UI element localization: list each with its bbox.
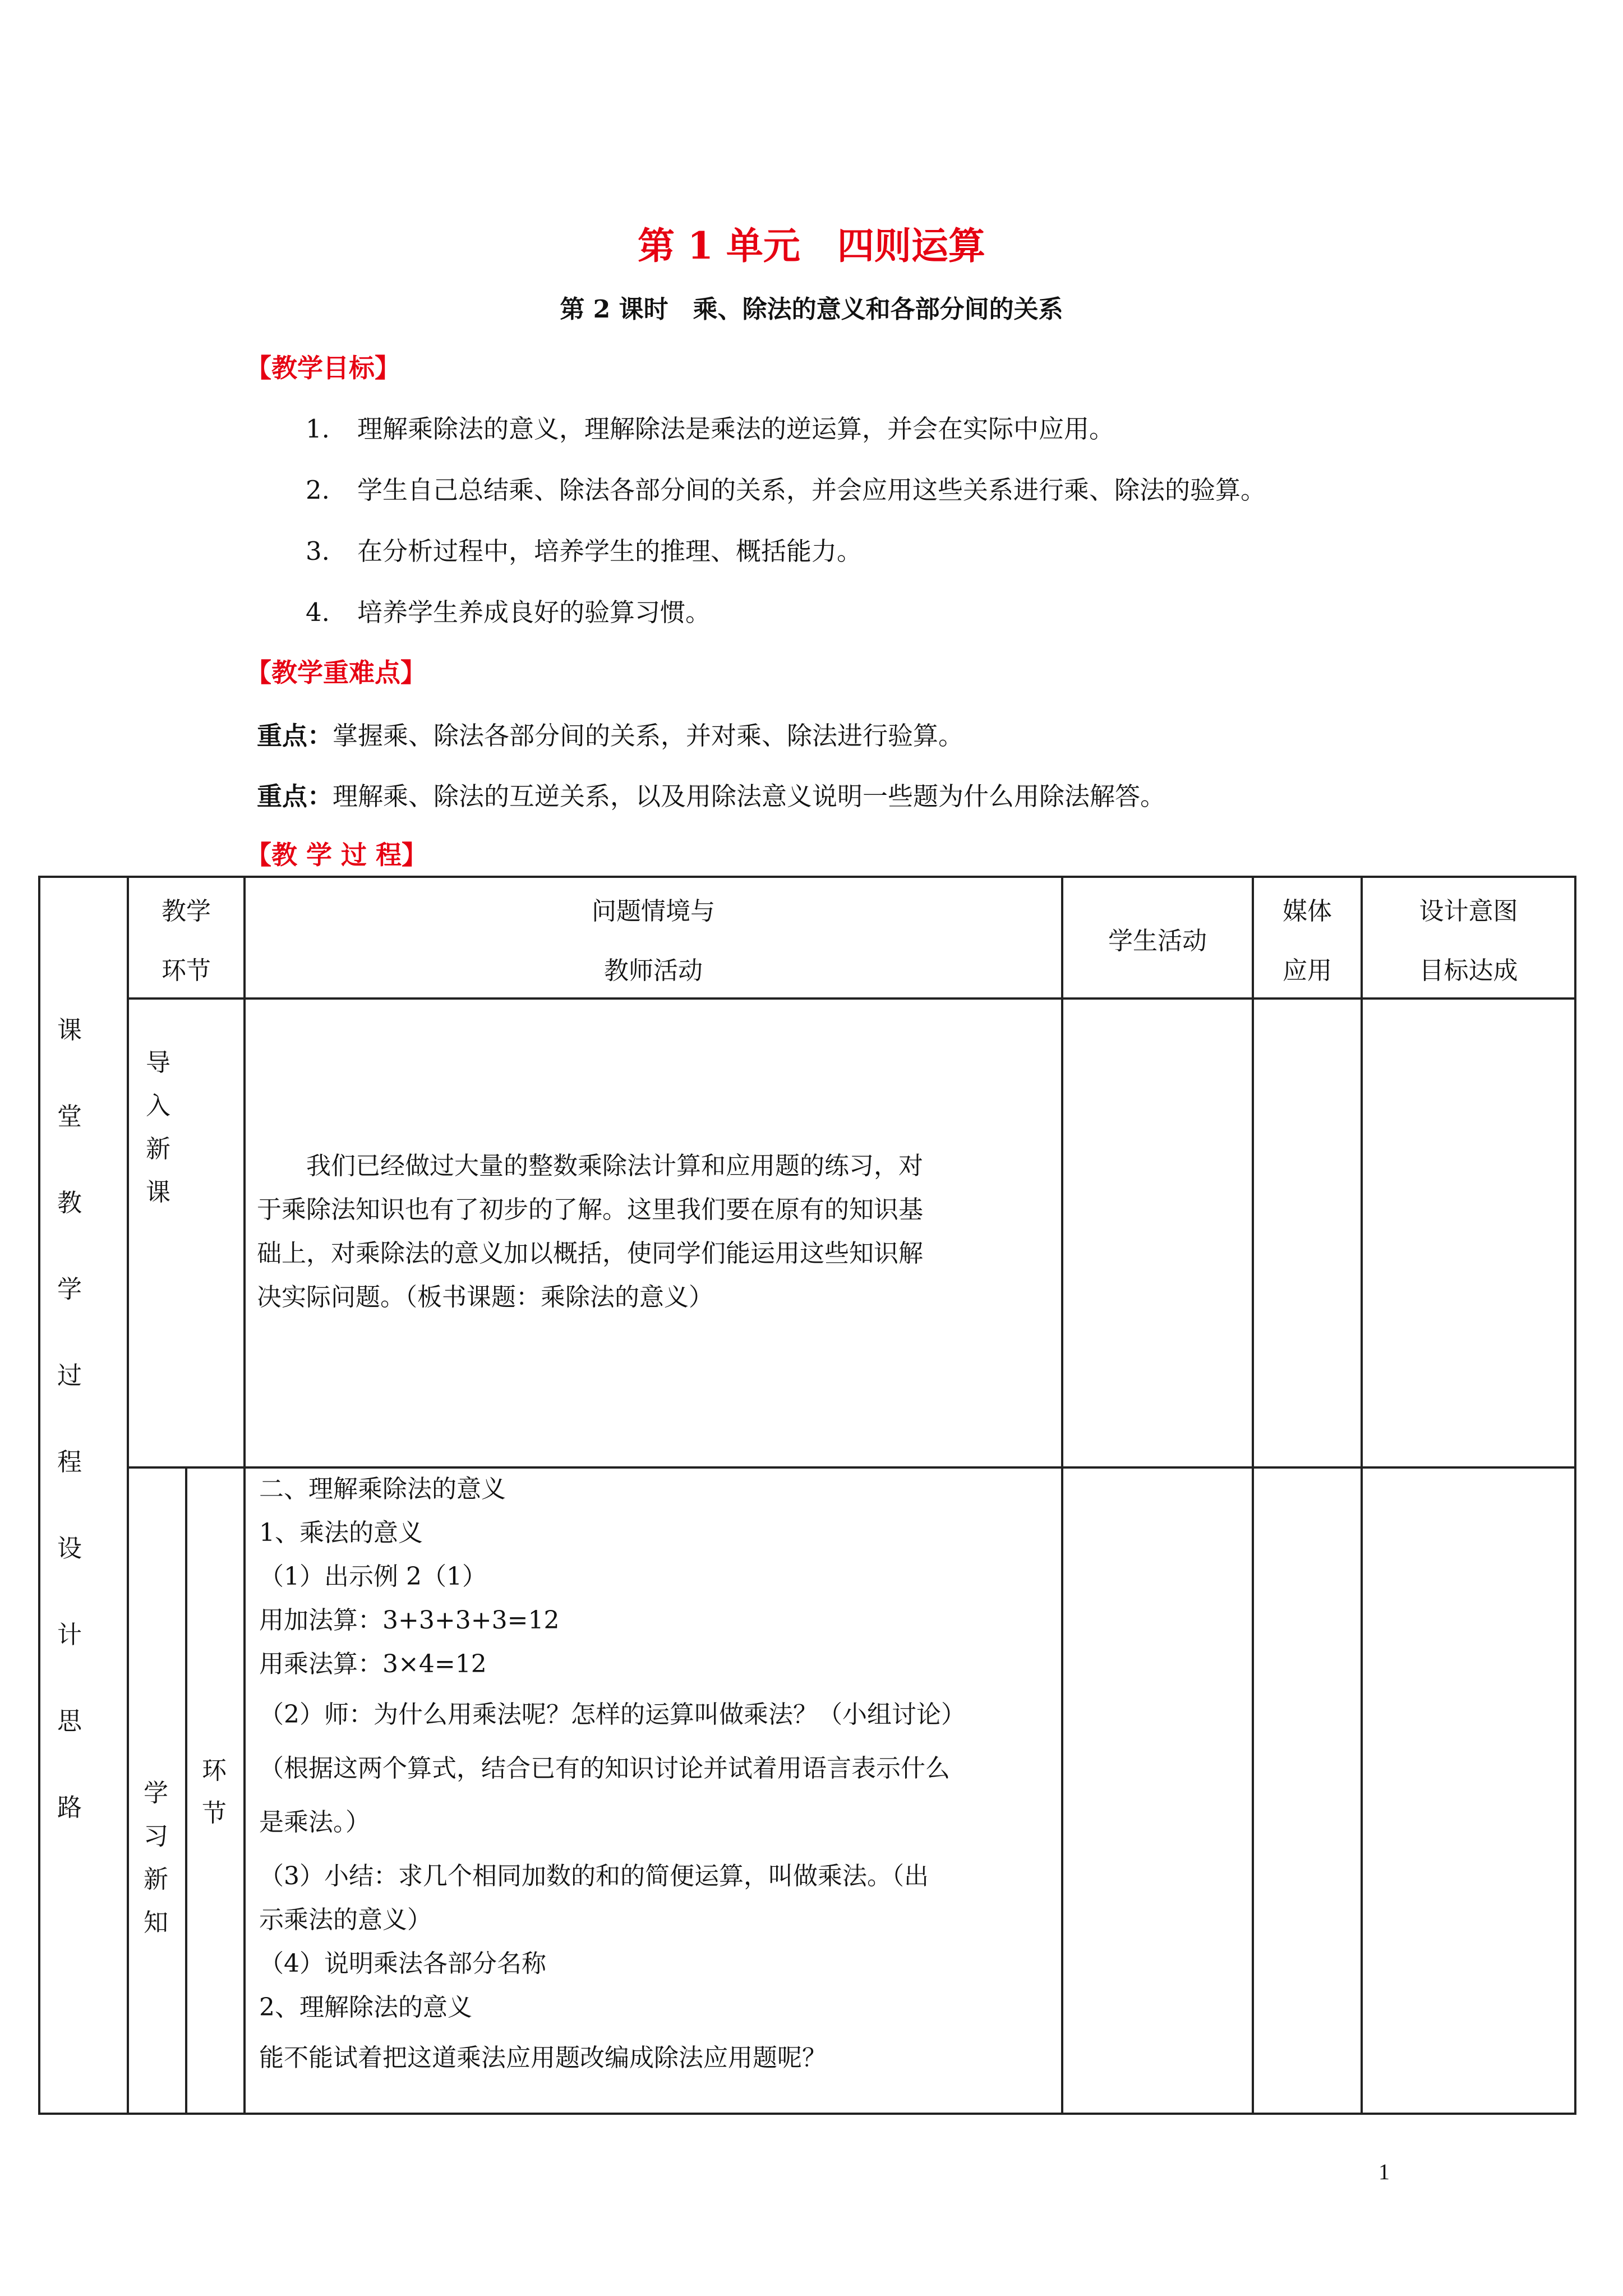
- objectives-heading: 【教学目标】: [246, 353, 400, 383]
- header-media: 媒体 应用: [1283, 897, 1332, 985]
- new-knowledge-content: 二、理解乘除法的意义 1、乘法的意义 （1）出示例 2（1） 用加法算：3+3+3+3=12 用乘法算：3×4=12 （2）师：为什么用乘法呢？怎样的运算叫做乘法？（小组讨论） （根据这两个算式，结合已有的知识讨论并试着用语言表示什么 是乘法。） （3）小结：求几个相同加数的和的简便运算，叫做乘法。（出 示乘法的意义） （4）说明乘法各部分名称 2、理解除法的意义 能不能试着把这道乘法应用题改编成除法应用题呢？: [259, 1475, 966, 2072]
- lesson-subtitle: 第 2 课时 乘、除法的意义和各部分间的关系: [560, 295, 1063, 324]
- header-student-activity: 学生活动: [1108, 927, 1207, 955]
- intro-content: 我们已经做过大量的整数乘除法计算和应用题的练习，对 于乘除法知识也有了初步的了解。这里我们要在原有的知识基 础上，对乘除法的意义加以概括，使同学们能运用这些知识解 决实际问题。（板书课题：乘除法的意义）: [257, 1152, 923, 1312]
- objective-item: 2. 学生自己总结乘、除法各部分间的关系，并会应用这些关系进行乘、除法的验算。: [306, 475, 1266, 505]
- objective-item: 4. 培养学生养成良好的验算习惯。: [306, 597, 711, 627]
- objective-item: 1. 理解乘除法的意义，理解除法是乘法的逆运算，并会在实际中应用。: [306, 414, 1115, 444]
- page-number: 1: [1378, 2159, 1390, 2184]
- header-design: 设计意图 目标达成: [1419, 897, 1518, 985]
- keypoints-heading: 【教学重难点】: [246, 657, 426, 688]
- page-title: 第 1 单元 四则运算: [638, 224, 985, 268]
- objective-item: 3. 在分析过程中，培养学生的推理、概括能力。: [306, 536, 863, 566]
- header-stage: 教学 环节: [162, 897, 211, 985]
- header-teacher-activity: 问题情境与 教师活动: [592, 897, 715, 985]
- process-heading: 【教 学 过 程】: [246, 840, 428, 870]
- difficult-point: 重点：理解乘、除法的互逆关系，以及用除法意义说明一些题为什么用除法解答。: [257, 781, 1166, 811]
- key-point: 重点：掌握乘、除法各部分间的关系，并对乘、除法进行验算。: [257, 721, 964, 751]
